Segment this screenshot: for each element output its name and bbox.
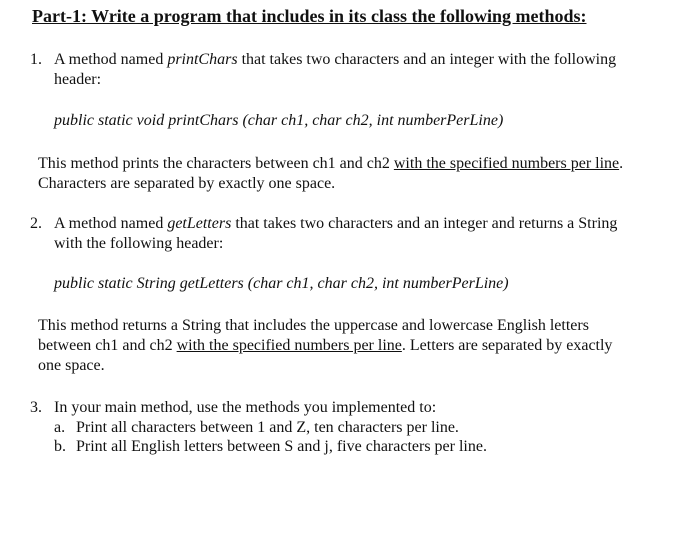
item-1-desc-a: This method prints the characters between ch1 and ch2 <box>38 155 394 172</box>
item-3-text: In your main method, use the methods you implemented to: <box>54 399 437 416</box>
item-3-sub-b-label: b. <box>54 438 66 455</box>
item-3-sub-b <box>54 437 487 457</box>
item-1-desc-underlined: with the specified numbers per line <box>393 155 620 172</box>
part-heading: Part-1: Write a program that includes in its class the following methods: <box>32 6 587 26</box>
item-3-number: 3. <box>30 399 42 416</box>
item-3-sub-a <box>54 418 459 438</box>
item-3-sub-b-text: Print all English letters between S and j, five characters per line. <box>76 438 487 455</box>
item-2-number: 2. <box>30 215 42 232</box>
item-2-text-b: that takes two characters and an integer and returns a String <box>231 215 618 232</box>
item-2-desc-b: . Letters are separated by exactly <box>401 337 613 354</box>
item-2-desc-line1: This method returns a String that includes the uppercase and lowercase English letters <box>38 317 589 334</box>
item-2-signature: public static String getLetters (char ch1, char ch2, int numberPerLine) <box>54 275 509 292</box>
item-1-number: 1. <box>30 51 42 68</box>
item-2-desc-a: between ch1 and ch2 <box>38 337 177 354</box>
item-1-description <box>38 154 672 194</box>
item-2-method-name: getLetters <box>167 215 232 232</box>
item-2-desc-underlined: with the specified numbers per line <box>176 337 402 354</box>
item-1-desc-c: Characters are separated by exactly one space. <box>38 175 336 192</box>
item-3-sub-a-label: a. <box>54 419 66 436</box>
item-1-text-b: that takes two characters and an integer with the following <box>237 51 617 68</box>
item-1 <box>30 50 670 90</box>
item-2 <box>30 214 670 254</box>
item-2-desc-c: one space. <box>38 357 105 374</box>
item-2-text-c: with the following header: <box>54 235 224 252</box>
item-2-description <box>38 316 672 376</box>
item-3 <box>30 398 670 418</box>
item-1-desc-b: . <box>619 155 624 172</box>
item-1-text-c: header: <box>54 71 102 88</box>
item-2-text-a: A method named <box>54 215 168 232</box>
item-1-signature: public static void printChars (char ch1, char ch2, int numberPerLine) <box>54 112 504 129</box>
item-3-sub-a-text: Print all characters between 1 and Z, ten characters per line. <box>76 419 459 436</box>
item-1-text-a: A method named <box>54 51 168 68</box>
item-1-method-name: printChars <box>167 51 238 68</box>
